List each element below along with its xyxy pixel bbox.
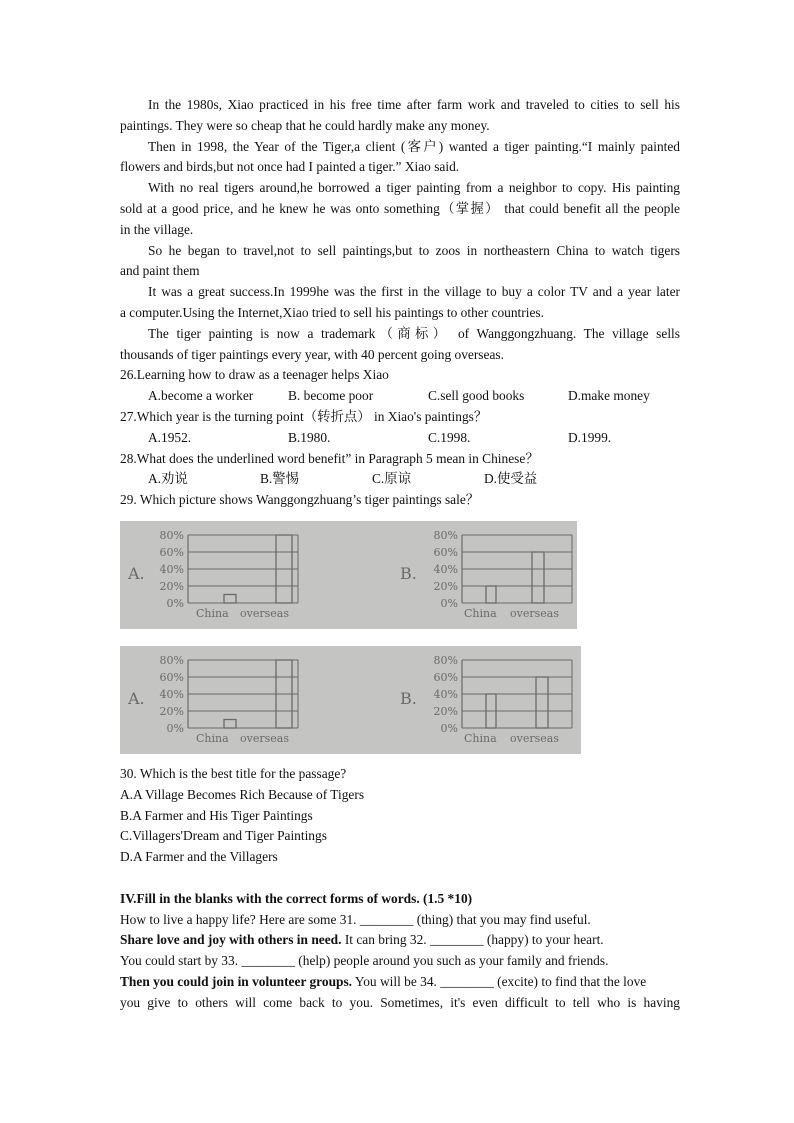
y-tick-label: 60% xyxy=(433,546,458,559)
option-c: C.sell good books xyxy=(428,388,525,404)
y-tick-label: 60% xyxy=(159,546,184,559)
chart-option-letter: A. xyxy=(128,689,145,708)
chart-photo-top-svg xyxy=(120,521,577,629)
y-tick-label: 0% xyxy=(440,722,458,735)
bar-china xyxy=(486,586,496,603)
section-heading: IV.Fill in the blanks with the correct forms of words. (1.5 *10) xyxy=(120,890,473,906)
option-b: B.A Farmer and His Tiger Paintings xyxy=(120,807,313,823)
fill-line xyxy=(120,972,680,993)
y-tick-label: 20% xyxy=(159,705,184,718)
option-d: D.A Farmer and the Villagers xyxy=(120,849,278,865)
option-b: B.1980. xyxy=(288,429,331,445)
option-d: D.使受益 xyxy=(484,471,538,487)
y-tick-label: 20% xyxy=(433,705,458,718)
chart-photo-bottom-svg xyxy=(120,646,581,754)
y-tick-label: 80% xyxy=(159,529,184,542)
passage-line: and paint them xyxy=(120,263,200,279)
option-d: D.1999. xyxy=(568,429,612,445)
bar-overseas xyxy=(536,677,548,728)
y-tick-label: 40% xyxy=(433,688,458,701)
y-tick-label: 80% xyxy=(433,654,458,667)
passage-line: With no real tigers around,he borrowed a tiger painting from a neighbor to copy. His painting xyxy=(148,180,680,196)
chart-option-letter: A. xyxy=(128,564,145,583)
passage-line: In the 1980s, Xiao practiced in his free time after farm work and traveled to cities to sell his xyxy=(148,97,680,112)
chart-option-letter: B. xyxy=(400,689,417,708)
question-27-options xyxy=(120,428,680,449)
y-tick-label: 80% xyxy=(159,654,184,667)
option-a: A.A Village Becomes Rich Because of Tigers xyxy=(120,786,365,802)
fill-line: How to live a happy life? Here are some 31. ________ (thing) that you may find useful. xyxy=(120,911,591,927)
passage-line: Then in 1998, the Year of the Tiger,a client (客户) wanted a tiger painting.“I mainly painted xyxy=(148,138,680,154)
option-b: B.警惕 xyxy=(260,471,300,487)
fill-line-bold: Then you could join in volunteer groups. xyxy=(120,973,353,989)
y-tick-label: 40% xyxy=(159,563,184,576)
option-a: A.become a worker xyxy=(148,388,254,404)
passage-line: flowers and birds,but not once had I painted a tiger.” Xiao said. xyxy=(120,159,460,175)
x-tick-label: overseas xyxy=(240,607,289,620)
question-28-stem: 28.What does the underlined word benefit” in Paragraph 5 mean in Chinese？ xyxy=(120,450,539,466)
bar-chart-b-top xyxy=(400,529,572,620)
question-30-stem: 30. Which is the best title for the passage? xyxy=(120,766,347,781)
y-tick-label: 0% xyxy=(440,597,458,610)
option-b: B. become poor xyxy=(288,388,374,404)
y-tick-label: 20% xyxy=(159,580,184,593)
fill-line-bold: Share love and joy with others in need. xyxy=(120,932,342,948)
option-a: A.劝说 xyxy=(148,471,188,487)
bar-chart-b-bottom xyxy=(400,654,572,745)
question-28-options xyxy=(120,469,680,490)
x-tick-label: overseas xyxy=(240,732,289,745)
chart-option-letter: B. xyxy=(400,564,417,583)
question-26-options xyxy=(120,386,680,407)
option-c: C.1998. xyxy=(428,429,471,445)
x-tick-label: China xyxy=(196,607,229,620)
y-tick-label: 20% xyxy=(433,580,458,593)
bar-overseas xyxy=(532,552,544,603)
x-tick-label: overseas xyxy=(510,607,559,620)
fill-line xyxy=(120,930,680,951)
y-tick-label: 60% xyxy=(433,671,458,684)
option-c: C.Villagers'Dream and Tiger Paintings xyxy=(120,828,327,844)
bar-chart-a-top xyxy=(127,529,298,620)
option-c: C.原谅 xyxy=(372,471,412,487)
question-29-stem: 29. Which picture shows Wanggongzhuang’s tiger paintings sale？ xyxy=(120,492,480,508)
y-tick-label: 60% xyxy=(159,671,184,684)
exam-page-lower xyxy=(120,764,680,1014)
y-tick-label: 0% xyxy=(166,722,184,735)
fill-line-rest: You will be 34. ________ (excite) to find that the love xyxy=(352,973,647,989)
question-27-stem: 27.Which year is the turning point（转折点） in Xiao's paintings？ xyxy=(120,408,488,424)
y-tick-label: 40% xyxy=(159,688,184,701)
option-d: D.make money xyxy=(568,388,650,404)
x-tick-label: China xyxy=(196,732,229,745)
bar-china xyxy=(224,720,236,729)
x-tick-label: overseas xyxy=(510,732,559,745)
y-tick-label: 40% xyxy=(433,563,458,576)
fill-line-rest: It can bring 32. ________ (happy) to your heart. xyxy=(341,932,604,948)
exam-page xyxy=(120,95,680,511)
passage-line: in the village. xyxy=(120,221,194,237)
y-tick-label: 0% xyxy=(166,597,184,610)
passage-line: sold at a good price, and he knew he was onto something（掌握） that could benefit all the people xyxy=(120,200,680,216)
bar-china xyxy=(224,595,236,604)
passage-line: The tiger painting is now a trademark（商标） of Wanggongzhuang. The village sells xyxy=(148,325,680,341)
fill-line: You could start by 33. ________ (help) people around you such as your family and friends. xyxy=(120,953,609,969)
x-tick-label: China xyxy=(464,607,497,620)
option-a: A.1952. xyxy=(148,429,192,445)
passage-line: paintings. They were so cheap that he could hardly make any money. xyxy=(120,117,490,133)
chart-photo-bottom xyxy=(120,646,581,754)
passage-line: It was a great success.In 1999he was the first in the village to buy a color TV and a year later xyxy=(148,284,680,300)
passage-line: thousands of tiger paintings every year, with 40 percent going overseas. xyxy=(120,346,504,362)
passage-line: So he began to travel,not to sell paintings,but to zoos in northeastern China to watch tigers xyxy=(148,242,680,258)
question-26-stem: 26.Learning how to draw as a teenager helps Xiao xyxy=(120,367,389,383)
fill-line: you give to others will come back to you. Sometimes, it's even difficult to tell who is having xyxy=(120,994,680,1010)
passage-line: a computer.Using the Internet,Xiao tried to sell his paintings to other countries. xyxy=(120,304,544,320)
x-tick-label: China xyxy=(464,732,497,745)
bar-chart-a-bottom xyxy=(127,654,298,745)
chart-photo-top xyxy=(120,521,577,629)
y-tick-label: 80% xyxy=(433,529,458,542)
